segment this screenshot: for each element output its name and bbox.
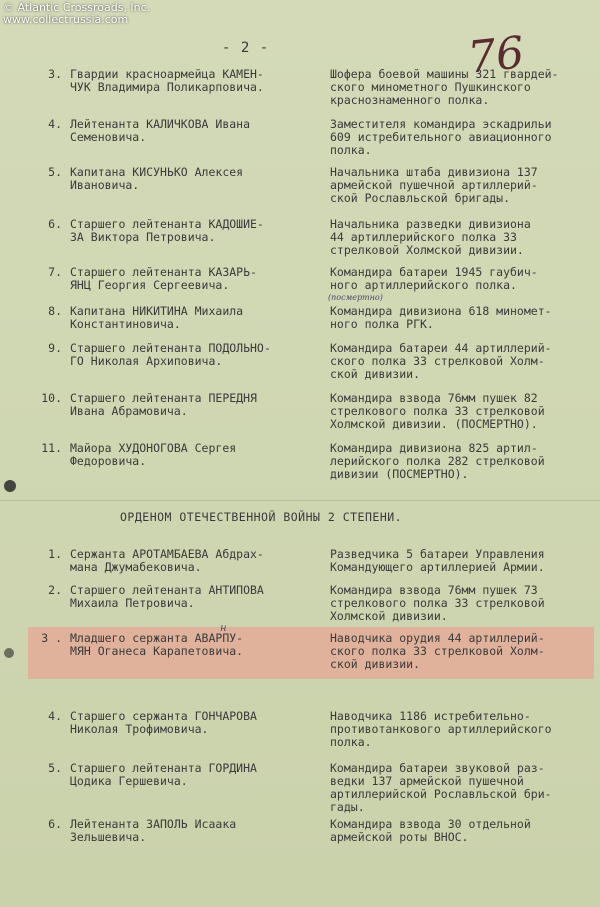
entry-role: Шофера боевой машины 321 гвардей- ского минометного Пушкинского краснознаменного полка.	[330, 67, 559, 107]
entry-number: 4.	[48, 117, 62, 131]
entry-role: Командира батареи 1945 гаубич- ного артиллерийского полка.	[330, 265, 538, 292]
entry-name: Младшего сержанта АВАРПУ- МЯН Оганеса Карапетовича.	[70, 631, 244, 658]
entry-number: 9.	[48, 341, 62, 355]
entry-number: 7.	[48, 265, 62, 279]
entry-name: Старшего лейтенанта КАДОШИЕ- ЗА Виктора Петровича.	[70, 217, 264, 244]
binding-hole-icon	[4, 648, 14, 658]
entry-role: Наводчика орудия 44 артиллерий- ского полка 33 стрелковой Холм- ской дивизии.	[330, 631, 545, 671]
fold-line	[0, 500, 600, 501]
handwritten-note: (посмертно)	[328, 293, 383, 302]
entry-number: 2.	[48, 583, 62, 597]
entry-number: 8.	[48, 304, 62, 318]
entry-name: Старшего лейтенанта ПЕРЕДНЯ Ивана Абрамовича.	[70, 391, 257, 418]
watermark	[3, 2, 150, 26]
entry-name: Старшего лейтенанта ГОРДИНА Цодика Гершевича.	[70, 761, 257, 788]
page-number: - 2 -	[222, 40, 270, 56]
handwritten-correction: н	[220, 623, 227, 634]
entry-number: 3.	[48, 67, 62, 81]
entry-role: Командира батареи звуковой раз- ведки 137 армейской пушечной артиллерийской Рославльской бри- гады.	[330, 761, 552, 814]
entry-number: 6.	[48, 817, 62, 831]
entry-name: Гвардии красноармейца КАМЕН- ЧУК Владимира Поликарповича.	[70, 67, 264, 94]
entry-number: 5.	[48, 165, 62, 179]
binding-hole-icon	[4, 480, 16, 492]
entry-number: 4.	[48, 709, 62, 723]
entry-name: Капитана НИКИТИНА Михаила Константиновича.	[70, 304, 244, 331]
handwritten-page-number: 76	[465, 27, 527, 84]
entry-role: Командира дивизиона 618 миномет- ного полка РГК.	[330, 304, 552, 331]
entry-number: 10.	[41, 391, 62, 405]
entry-name: Старшего лейтенанта КАЗАРЬ- ЯНЦ Георгия Сергеевича.	[70, 265, 257, 292]
watermark-line-1: © Atlantic Crossroads, Inc.	[3, 1, 151, 14]
entry-number: 6.	[48, 217, 62, 231]
entry-name: Лейтенанта ЗАПОЛЬ Исаака Зельшевича.	[70, 817, 237, 844]
entry-role: Командира взвода 76мм пушек 82 стрелкового полка 33 стрелковой Холмской дивизии. (ПОСМЕРТНО).	[330, 391, 545, 431]
entry-name: Лейтенанта КАЛИЧКОВА Ивана Семеновича.	[70, 117, 251, 144]
watermark-line-2: www.collectrussia.com	[3, 13, 129, 26]
entry-role: Начальника разведки дивизиона 44 артиллерийского полка 33 стрелковой Холмской дивизии.	[330, 217, 531, 257]
entry-role: Заместителя командира эскадрильи 609 истребительного авиационного полка.	[330, 117, 552, 157]
entry-role: Разведчика 5 батареи Управления Командующего артиллерией Армии.	[330, 547, 545, 574]
entry-role: Командира взвода 76мм пушек 73 стрелкового полка 33 стрелковой Холмской дивизии.	[330, 583, 545, 623]
entry-number: 11.	[41, 441, 62, 455]
entry-name: Старшего лейтенанта ПОДОЛЬНО- ГО Николая Архиповича.	[70, 341, 271, 368]
entry-role: Командира батареи 44 артиллерий- ского полка 33 стрелковой Холм- ской дивизии.	[330, 341, 552, 381]
section-title: ОРДЕНОМ ОТЕЧЕСТВЕННОЙ ВОЙНЫ 2 СТЕПЕНИ.	[120, 510, 403, 524]
entry-role: Командира дивизиона 825 артил- лерийского полка 282 стрелковой дивизии (ПОСМЕРТНО).	[330, 441, 545, 481]
entry-role: Начальника штаба дивизиона 137 армейской пушечной артиллерий- ской Рославльской бригады.	[330, 165, 538, 205]
entry-number: 3 .	[41, 631, 62, 645]
entry-role: Наводчика 1186 истребительно- противотанкового артиллерийского полка.	[330, 709, 552, 749]
entry-number: 1.	[48, 547, 62, 561]
entry-name: Сержанта АРОТАМБАЕВА Абдрах- мана Джумабековича.	[70, 547, 264, 574]
entry-name: Майора ХУДОНОГОВА Сергея Федоровича.	[70, 441, 237, 468]
entry-name: Старшего лейтенанта АНТИПОВА Михаила Петровича.	[70, 583, 264, 610]
entry-name: Капитана КИСУНЬКО Алексея Ивановича.	[70, 165, 244, 192]
entry-number: 5.	[48, 761, 62, 775]
entry-name: Старшего сержанта ГОНЧАРОВА Николая Трофимовича.	[70, 709, 257, 736]
entry-role: Командира взвода 30 отдельной армейской роты ВНОС.	[330, 817, 531, 844]
